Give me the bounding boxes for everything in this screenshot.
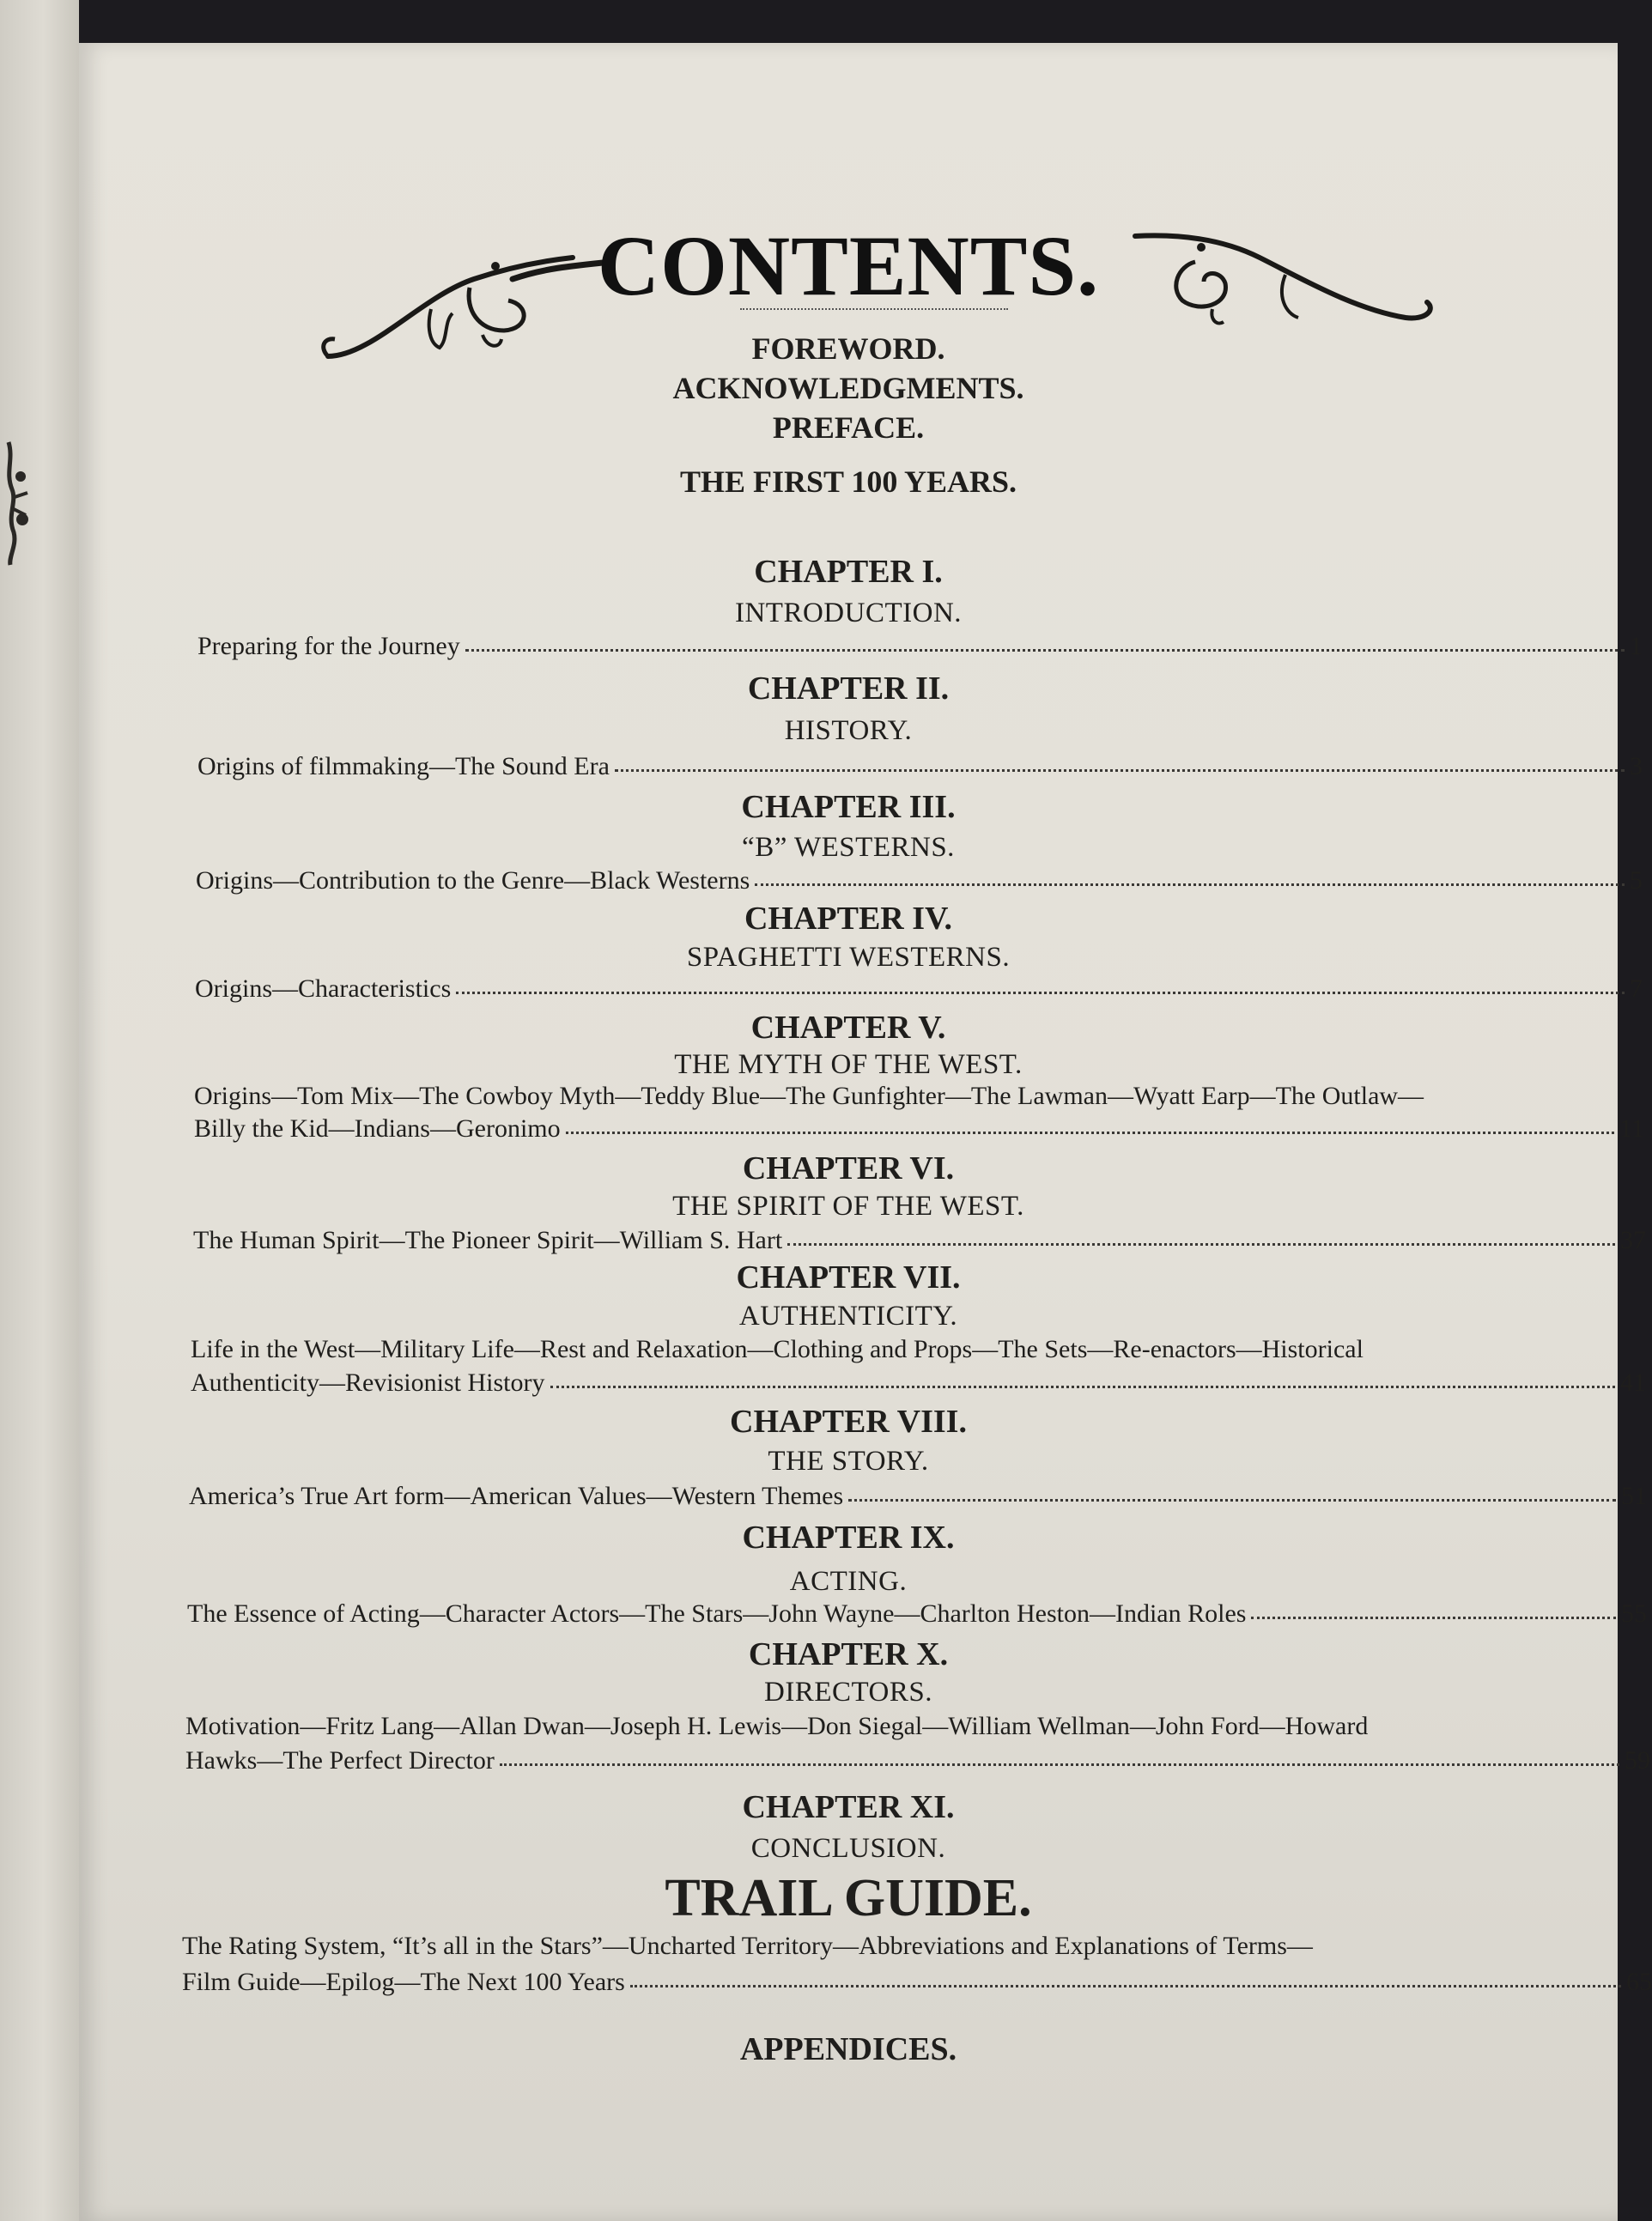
toc-entry-chapter-8[interactable]	[189, 1484, 1647, 1509]
front-matter-foreword[interactable]: FOREWORD.	[751, 331, 945, 366]
chapter-9-title: ACTING.	[789, 1566, 908, 1597]
toc-entry-chapter-7-line-1[interactable]: Life in the West—Military Life—Rest and Relaxation—Clothing and Props—The Sets—Re-enactors—Historical	[191, 1335, 1364, 1363]
chapter-7-heading: CHAPTER VII.	[736, 1259, 961, 1296]
toc-entry-text: Preparing for the Journey	[197, 632, 460, 660]
toc-entry-chapter-10-line-1[interactable]: Motivation—Fritz Lang—Allan Dwan—Joseph H. Lewis—Don Siegal—William Wellman—John Ford—Howard	[185, 1712, 1369, 1740]
toc-entry-text: Film Guide—Epilog—The Next 100 Years	[182, 1968, 625, 1996]
chapter-11-heading: CHAPTER XI.	[742, 1789, 955, 1825]
chapter-1-title: INTRODUCTION.	[734, 598, 963, 628]
toc-entry-text: Authenticity—Revisionist History	[191, 1368, 545, 1397]
page-number: 41	[1620, 1368, 1646, 1397]
leader-dots	[1251, 1617, 1616, 1619]
toc-entry-trail-guide[interactable]	[182, 1969, 1652, 1995]
leader-dots	[755, 883, 1625, 886]
leader-dots	[787, 1243, 1615, 1246]
chapter-2-title: HISTORY.	[784, 715, 913, 746]
page-number: 37	[1620, 1226, 1646, 1254]
toc-entry-trail-guide-line-1[interactable]: The Rating System, “It’s all in the Stars”—Uncharted Territory—Abbreviations and Explanations of Terms—	[182, 1932, 1313, 1960]
trail-guide-heading: TRAIL GUIDE.	[665, 1869, 1032, 1927]
front-matter-preface[interactable]: PREFACE.	[772, 410, 925, 445]
toc-entry-chapter-6[interactable]	[193, 1228, 1646, 1253]
toc-entry-text: Origins—Characteristics	[195, 974, 452, 1003]
chapter-6-title: THE SPIRIT OF THE WEST.	[672, 1191, 1024, 1222]
toc-entry-text: Origins—Contribution to the Genre—Black Westerns	[196, 866, 750, 895]
front-matter-first-100-years[interactable]: THE FIRST 100 YEARS.	[679, 464, 1017, 499]
title-divider	[740, 308, 1008, 310]
page-number: 55	[1621, 1599, 1647, 1628]
chapter-10-title: DIRECTORS.	[763, 1677, 932, 1708]
title-block	[79, 180, 1618, 352]
leader-dots	[630, 1985, 1621, 1987]
chapter-1-heading: CHAPTER I.	[754, 554, 943, 590]
toc-entry-chapter-10[interactable]	[185, 1748, 1650, 1774]
chapter-2-heading: CHAPTER II.	[747, 671, 950, 707]
leader-dots	[500, 1763, 1619, 1766]
leader-dots	[615, 769, 1625, 772]
chapter-4-heading: CHAPTER IV.	[744, 901, 953, 937]
toc-entry-text: Origins of filmmaking—The Sound Era	[197, 752, 610, 780]
toc-entry-chapter-3[interactable]	[196, 868, 1643, 894]
page-title: CONTENTS.	[597, 218, 1100, 313]
page-number: 11	[1619, 1114, 1644, 1143]
leader-dots	[848, 1499, 1616, 1502]
page-number: 5	[1630, 866, 1643, 895]
toc-entry-chapter-9[interactable]	[187, 1601, 1647, 1627]
toc-entry-chapter-1[interactable]	[197, 634, 1643, 659]
toc-entry-chapter-5-line-1[interactable]: Origins—Tom Mix—The Cowboy Myth—Teddy Blue—The Gunfighter—The Lawman—Wyatt Earp—The Outlaw—	[194, 1082, 1424, 1110]
toc-entry-chapter-5[interactable]	[194, 1116, 1644, 1142]
toc-entry-text: The Essence of Acting—Character Actors—The Stars—John Wayne—Charlton Heston—Indian Roles	[187, 1599, 1247, 1628]
toc-entry-chapter-7[interactable]	[191, 1370, 1646, 1396]
appendices-heading[interactable]: APPENDICES.	[739, 2031, 957, 2067]
toc-entry-text: America’s True Art form—American Values—Western Themes	[189, 1482, 844, 1510]
chapter-10-heading: CHAPTER X.	[748, 1636, 949, 1672]
toc-entry-chapter-2[interactable]	[197, 754, 1643, 780]
page-number: 7	[1630, 974, 1643, 1003]
chapter-5-heading: CHAPTER V.	[750, 1010, 946, 1046]
page-number: 59	[1625, 1746, 1650, 1775]
leader-dots	[456, 992, 1625, 994]
chapter-7-title: AUTHENTICITY.	[738, 1301, 958, 1332]
toc-entry-text: The Human Spirit—The Pioneer Spirit—William S. Hart	[193, 1226, 783, 1254]
front-matter-acknowledgments[interactable]: ACKNOWLEDGMENTS.	[672, 371, 1024, 405]
leader-dots	[550, 1386, 1616, 1388]
left-page-edge	[0, 0, 79, 2221]
page-number: 3	[1630, 752, 1643, 780]
chapter-4-title: SPAGHETTI WESTERNS.	[686, 942, 1011, 973]
chapter-9-heading: CHAPTER IX.	[742, 1520, 955, 1556]
toc-entry-text: Hawks—The Perfect Director	[185, 1746, 495, 1775]
page-number: 1	[1630, 632, 1643, 660]
page-number: 65	[1626, 1968, 1652, 1996]
leader-dots	[465, 649, 1625, 652]
left-page-ornament-icon	[2, 438, 36, 567]
page-number: 51	[1621, 1482, 1647, 1510]
chapter-6-heading: CHAPTER VI.	[742, 1150, 955, 1186]
chapter-8-heading: CHAPTER VIII.	[730, 1404, 967, 1440]
chapter-11-title: CONCLUSION.	[750, 1833, 946, 1864]
chapter-3-heading: CHAPTER III.	[741, 789, 956, 825]
toc-entry-chapter-4[interactable]	[195, 976, 1643, 1002]
leader-dots	[566, 1132, 1614, 1134]
chapter-8-title: THE STORY.	[768, 1446, 929, 1477]
chapter-5-title: THE MYTH OF THE WEST.	[674, 1049, 1023, 1080]
contents-page	[79, 43, 1652, 2221]
toc-entry-text: Billy the Kid—Indians—Geronimo	[194, 1114, 561, 1143]
chapter-3-title: “B” WESTERNS.	[742, 832, 955, 863]
